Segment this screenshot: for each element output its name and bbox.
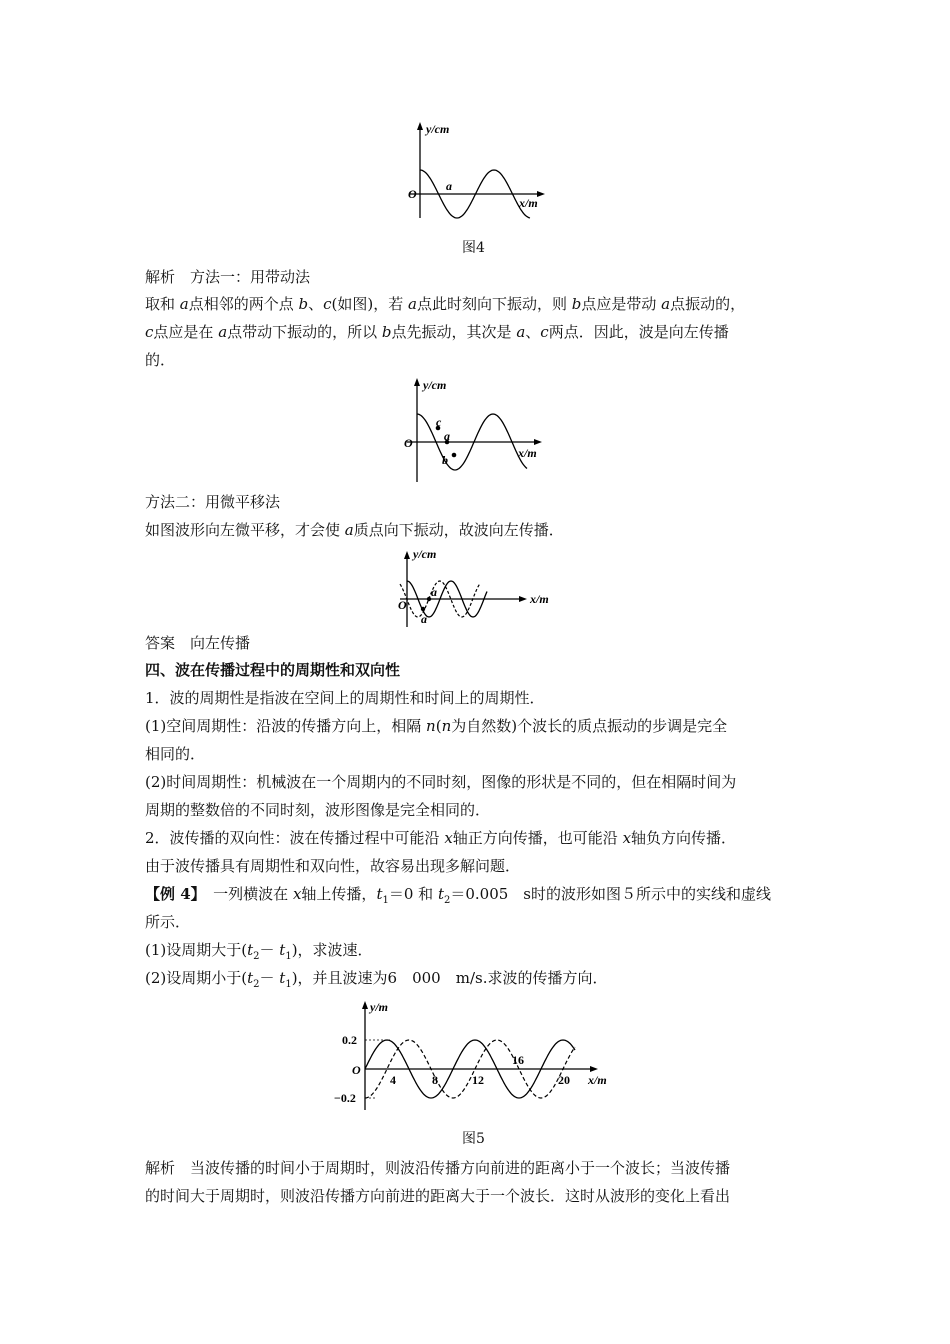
- y-axis-label: y/cm: [426, 122, 450, 136]
- point-a-label: a: [431, 585, 437, 599]
- figure-method1: [392, 372, 552, 487]
- x-tick-20: 20: [558, 1073, 570, 1087]
- figure-4: [395, 118, 555, 223]
- y-tick-pos: 0.2: [342, 1033, 357, 1047]
- x-axis-label: x/m: [518, 446, 537, 460]
- answer: 答案 向左传播: [145, 634, 251, 652]
- point-b-label: b: [442, 453, 448, 467]
- method2-heading: 方法二：用微平移法: [145, 493, 281, 511]
- figure-method2: [392, 545, 557, 630]
- analysis1-line2: c点应是在 a点带动下振动的，所以 b点先振动，其次是 a、c两点．因此，波是向左传播: [145, 323, 729, 341]
- point-a-label: a: [444, 429, 450, 443]
- para-direction: 2．波传播的双向性：波在传播过程中可能沿 x轴正方向传播，也可能沿 x轴负方向传播．: [145, 829, 737, 847]
- origin-label: O: [352, 1063, 361, 1077]
- x-tick-16: 16: [512, 1053, 524, 1067]
- analysis2-line1: 解析 当波传播的时间小于周期时，则波沿传播方向前进的距离小于一个波长；当波传播: [145, 1159, 731, 1177]
- x-axis-label: x/m: [530, 592, 549, 606]
- point-a-shifted-label: a: [421, 612, 427, 626]
- example4-line2: 所示．: [145, 913, 191, 931]
- figure-4-caption: 图4: [462, 240, 485, 256]
- y-axis-label: y/cm: [413, 547, 437, 561]
- point-a-label: a: [446, 179, 452, 193]
- x-tick-12: 12: [472, 1073, 484, 1087]
- para-time-2: 周期的整数倍的不同时刻，波形图像是完全相同的．: [145, 801, 491, 819]
- y-axis-label: y/cm: [423, 378, 447, 392]
- x-tick-4: 4: [390, 1073, 396, 1087]
- analysis1-line3: 的．: [145, 351, 176, 369]
- x-axis-label: x/m: [519, 196, 538, 210]
- x-tick-8: 8: [432, 1073, 438, 1087]
- figure-5-caption: 图5: [462, 1131, 485, 1147]
- analysis2-line2: 的时间大于周期时，则波沿传播方向前进的距离大于一个波长．这时从波形的变化上看出: [145, 1187, 731, 1205]
- section-title: 四、波在传播过程中的周期性和双向性: [145, 661, 401, 679]
- analysis1-heading: 解析 方法一：用带动法: [145, 268, 311, 286]
- figure-5: [330, 995, 620, 1115]
- method2-text: 如图波形向左微平移，才会使 a质点向下振动，故波向左传播．: [145, 521, 564, 539]
- origin-label: O: [398, 598, 407, 612]
- para-multi: 由于波传播具有周期性和双向性，故容易出现多解问题．: [145, 857, 521, 875]
- x-axis-label: x/m: [588, 1073, 607, 1087]
- para-time-1: (2)时间周期性：机械波在一个周期内的不同时刻，图像的形状是不同的，但在相隔时间为: [145, 773, 737, 791]
- origin-label: O: [408, 187, 417, 201]
- y-axis-label: y/m: [370, 1000, 388, 1014]
- y-tick-neg: −0.2: [334, 1091, 356, 1105]
- origin-label: O: [404, 436, 413, 450]
- example4-q2: (2)设周期小于$(t_2- t_1)$，并且波速为6 000 m/s.求波的传播方向．: [145, 969, 608, 990]
- para-space-1: (1)空间周期性：沿波的传播方向上，相隔 n(n为自然数)个波长的质点振动的步调是完全: [145, 717, 728, 735]
- example4-line1: 【例 4】 一列横波在 x轴上传播，$t_1=0$ 和 $t_2=0.005$ s时的波形如图５所示中的实线和虚线: [145, 885, 771, 906]
- point-c-label: c: [436, 415, 442, 429]
- analysis1-line1: 取和 a点相邻的两个点 b、c(如图)，若 a点此时刻向下振动，则 b点应是带动 a点振动的，: [145, 295, 746, 313]
- example4-q1: (1)设周期大于$(t_2- t_1)$，求波速．: [145, 941, 373, 962]
- para-space-2: 相同的．: [145, 745, 206, 763]
- para-period: 1．波的周期性是指波在空间上的周期性和时间上的周期性．: [145, 689, 545, 707]
